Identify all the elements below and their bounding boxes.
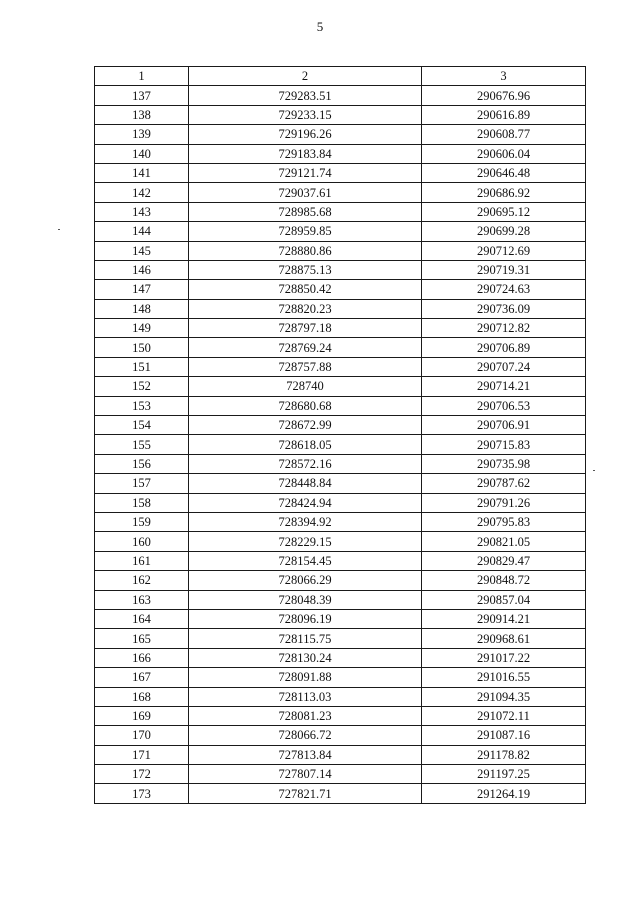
table-row [95,105,586,124]
y-coordinate-cell: 290735.98 [422,454,586,473]
table-row [95,629,586,648]
table-row [95,396,586,415]
point-number-cell: 158 [95,493,189,512]
point-number-cell: 137 [95,86,189,105]
point-number-cell: 138 [95,105,189,124]
x-coordinate-cell: 728424.94 [189,493,422,512]
y-coordinate-cell: 290736.09 [422,299,586,318]
point-number-cell: 144 [95,222,189,241]
x-coordinate-cell: 729283.51 [189,86,422,105]
x-coordinate-cell: 729183.84 [189,144,422,163]
point-number-cell: 168 [95,687,189,706]
point-number-cell: 154 [95,416,189,435]
table-row [95,163,586,182]
point-number-cell: 171 [95,745,189,764]
point-number-cell: 146 [95,260,189,279]
y-coordinate-cell: 290706.91 [422,416,586,435]
x-coordinate-cell: 728985.68 [189,202,422,221]
column-header: 2 [189,67,422,86]
y-coordinate-cell: 291087.16 [422,726,586,745]
table-row [95,125,586,144]
y-coordinate-cell: 290616.89 [422,105,586,124]
point-number-cell: 143 [95,202,189,221]
y-coordinate-cell: 291094.35 [422,687,586,706]
table-row [95,299,586,318]
point-number-cell: 161 [95,551,189,570]
table-row [95,648,586,667]
point-number-cell: 172 [95,765,189,784]
y-coordinate-cell: 290707.24 [422,357,586,376]
table-row [95,454,586,473]
x-coordinate-cell: 728113.03 [189,687,422,706]
table-row [95,571,586,590]
table-row [95,241,586,260]
table-row [95,222,586,241]
x-coordinate-cell: 729121.74 [189,163,422,182]
x-coordinate-cell: 728572.16 [189,454,422,473]
x-coordinate-cell: 728880.86 [189,241,422,260]
x-coordinate-cell: 727807.14 [189,765,422,784]
point-number-cell: 173 [95,784,189,803]
y-coordinate-cell: 290712.69 [422,241,586,260]
x-coordinate-cell: 728797.18 [189,319,422,338]
y-coordinate-cell: 291072.11 [422,706,586,725]
column-header: 1 [95,67,189,86]
point-number-cell: 169 [95,706,189,725]
x-coordinate-cell: 728769.24 [189,338,422,357]
x-coordinate-cell: 729037.61 [189,183,422,202]
table-row [95,512,586,531]
y-coordinate-cell: 291017.22 [422,648,586,667]
scan-speck [593,470,595,471]
y-coordinate-cell: 290686.92 [422,183,586,202]
y-coordinate-cell: 290821.05 [422,532,586,551]
table-row [95,551,586,570]
table-row [95,745,586,764]
point-number-cell: 139 [95,125,189,144]
x-coordinate-cell: 728130.24 [189,648,422,667]
y-coordinate-cell: 290706.89 [422,338,586,357]
scan-speck [58,229,60,230]
page-number: 5 [316,19,324,34]
table-row [95,202,586,221]
x-coordinate-cell: 728048.39 [189,590,422,609]
column-header: 3 [422,67,586,86]
table-row [95,474,586,493]
x-coordinate-cell: 728229.15 [189,532,422,551]
table-row [95,319,586,338]
table-row [95,668,586,687]
y-coordinate-cell: 290791.26 [422,493,586,512]
y-coordinate-cell: 291264.19 [422,784,586,803]
y-coordinate-cell: 290787.62 [422,474,586,493]
x-coordinate-cell: 728154.45 [189,551,422,570]
x-coordinate-cell: 729233.15 [189,105,422,124]
point-number-cell: 151 [95,357,189,376]
table-row [95,784,586,803]
x-coordinate-cell: 728394.92 [189,512,422,531]
x-coordinate-cell: 728066.72 [189,726,422,745]
point-number-cell: 163 [95,590,189,609]
point-number-cell: 145 [95,241,189,260]
x-coordinate-cell: 728066.29 [189,571,422,590]
y-coordinate-cell: 290724.63 [422,280,586,299]
table-row [95,260,586,279]
table-row [95,144,586,163]
table-row [95,86,586,105]
table-row [95,532,586,551]
table-row [95,377,586,396]
x-coordinate-cell: 729196.26 [189,125,422,144]
table-row [95,706,586,725]
point-number-cell: 140 [95,144,189,163]
x-coordinate-cell: 728081.23 [189,706,422,725]
y-coordinate-cell: 290719.31 [422,260,586,279]
table-row [95,687,586,706]
point-number-cell: 157 [95,474,189,493]
table-body [95,86,586,803]
x-coordinate-cell: 728680.68 [189,396,422,415]
table-row [95,609,586,628]
point-number-cell: 162 [95,571,189,590]
point-number-cell: 165 [95,629,189,648]
y-coordinate-cell: 290608.77 [422,125,586,144]
table-row [95,416,586,435]
x-coordinate-cell: 728875.13 [189,260,422,279]
x-coordinate-cell: 728959.85 [189,222,422,241]
point-number-cell: 152 [95,377,189,396]
point-number-cell: 159 [95,512,189,531]
point-number-cell: 166 [95,648,189,667]
y-coordinate-cell: 290795.83 [422,512,586,531]
x-coordinate-cell: 728115.75 [189,629,422,648]
y-coordinate-cell: 290829.47 [422,551,586,570]
table-header-row [95,67,586,86]
table-row [95,765,586,784]
x-coordinate-cell: 728757.88 [189,357,422,376]
point-number-cell: 160 [95,532,189,551]
x-coordinate-cell: 728820.23 [189,299,422,318]
point-number-cell: 141 [95,163,189,182]
point-number-cell: 150 [95,338,189,357]
x-coordinate-cell: 727813.84 [189,745,422,764]
table-row [95,726,586,745]
table-row [95,435,586,454]
y-coordinate-cell: 290848.72 [422,571,586,590]
table-row [95,183,586,202]
table-row [95,280,586,299]
y-coordinate-cell: 290646.48 [422,163,586,182]
x-coordinate-cell: 728096.19 [189,609,422,628]
y-coordinate-cell: 290714.21 [422,377,586,396]
point-number-cell: 149 [95,319,189,338]
x-coordinate-cell: 727821.71 [189,784,422,803]
point-number-cell: 153 [95,396,189,415]
x-coordinate-cell: 728850.42 [189,280,422,299]
x-coordinate-cell: 728740 [189,377,422,396]
y-coordinate-cell: 290968.61 [422,629,586,648]
table-row [95,493,586,512]
y-coordinate-cell: 290857.04 [422,590,586,609]
y-coordinate-cell: 290606.04 [422,144,586,163]
y-coordinate-cell: 290914.21 [422,609,586,628]
table-row [95,357,586,376]
y-coordinate-cell: 290695.12 [422,202,586,221]
table-row [95,338,586,357]
point-number-cell: 142 [95,183,189,202]
y-coordinate-cell: 290699.28 [422,222,586,241]
y-coordinate-cell: 290715.83 [422,435,586,454]
y-coordinate-cell: 290676.96 [422,86,586,105]
y-coordinate-cell: 290706.53 [422,396,586,415]
point-number-cell: 170 [95,726,189,745]
point-number-cell: 148 [95,299,189,318]
point-number-cell: 167 [95,668,189,687]
point-number-cell: 156 [95,454,189,473]
x-coordinate-cell: 728672.99 [189,416,422,435]
point-number-cell: 164 [95,609,189,628]
x-coordinate-cell: 728618.05 [189,435,422,454]
point-number-cell: 147 [95,280,189,299]
point-number-cell: 155 [95,435,189,454]
y-coordinate-cell: 291016.55 [422,668,586,687]
y-coordinate-cell: 291197.25 [422,765,586,784]
table-row [95,590,586,609]
x-coordinate-cell: 728448.84 [189,474,422,493]
coordinates-table [94,66,586,804]
y-coordinate-cell: 291178.82 [422,745,586,764]
y-coordinate-cell: 290712.82 [422,319,586,338]
x-coordinate-cell: 728091.88 [189,668,422,687]
